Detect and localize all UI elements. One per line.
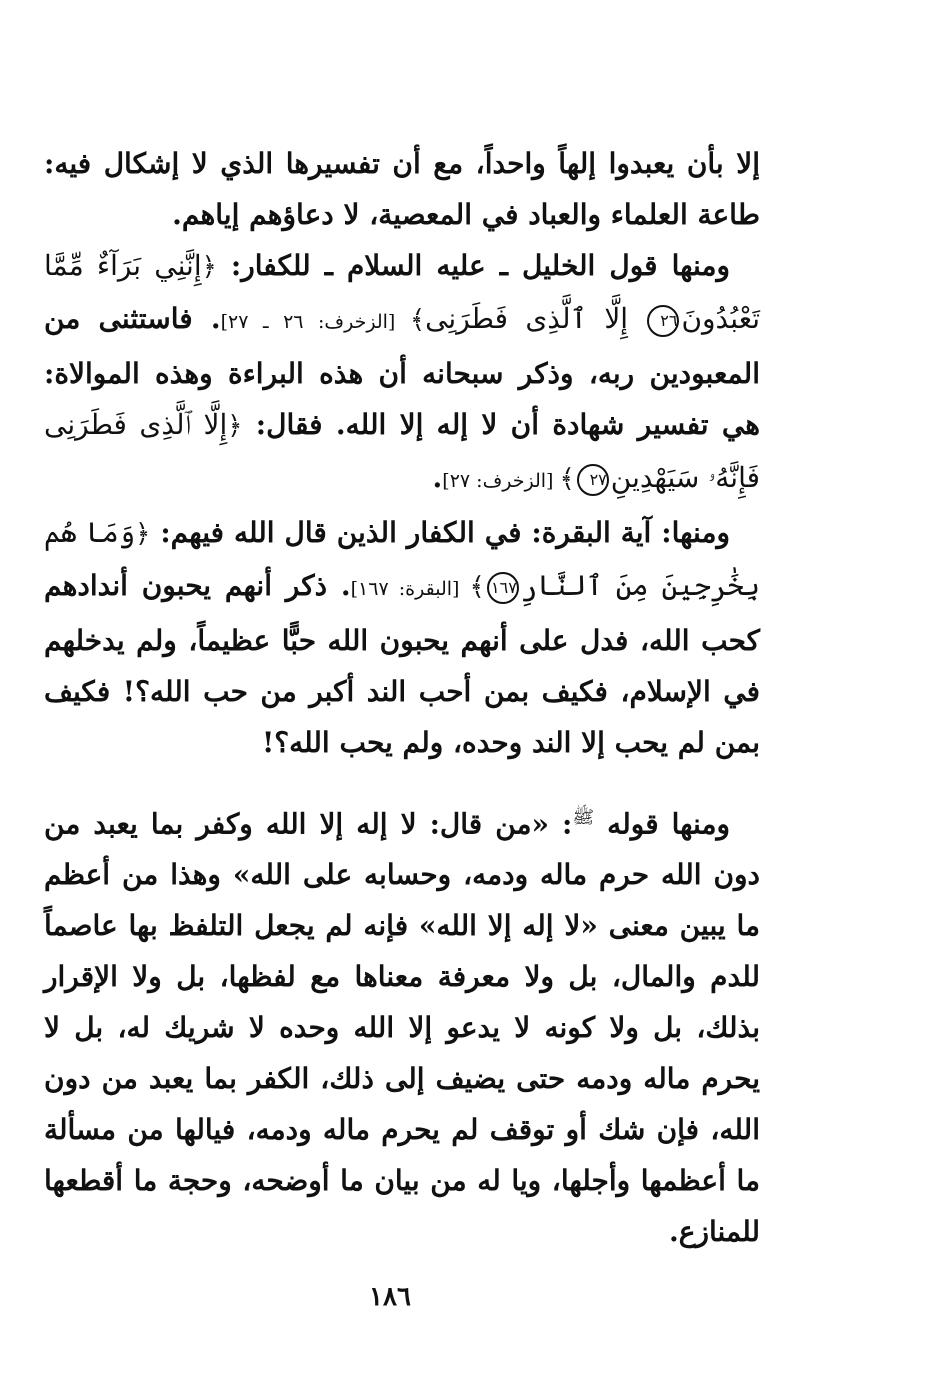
text-run: : «من قال: لا إله إلا الله وكفر بما يعبد من دون الله حرم ماله ودمه، وحسابه على الله» وهذا من أعظم ما يبين معنى «لا إله إلا الله» فإنه لم يجعل التلفظ بها عاصماً للدم والمال، بل ولا معرفة معناها مع لفظها، بل ولا الإقرار بذلك، بل ولا كونه لا يدعو إلا الله وحده لا شريك له، بل لا يحرم ماله ودمه حتى يضيف إلى ذلك، الكفر بما يعبد من دون الله، فإن شك أو توقف لم يحرم ماله ودمه، فيالها من مسألة ما أعظمها وأجلها، ويا له من بيان ما أوضحه، وحجة ما أقطعها للمنازع.: [44, 807, 760, 1249]
surah-reference: [البقرة: ١٦٧]: [350, 578, 470, 600]
paragraph-3: [44, 507, 760, 768]
text-run: . ذكر أنهم يحبون أندادهم كحب الله، فدل على أنهم يحبون الله حبًّا عظيماً، ولم يدخلهم في الإسلام، فكيف بمن أحب الند أكبر من حب الله؟! فكيف بمن لم يحب إلا الند وحده، ولم يحب الله؟!: [44, 569, 760, 759]
text-run: ومنها: آية البقرة: في الكفار الذين قال الله فيهم:: [150, 516, 731, 549]
text-run: ومنها قول الخليل ـ عليه السلام ـ للكفار:: [216, 249, 730, 282]
text-run: إلا بأن يعبدوا إلهاً واحداً، مع أن تفسيرها الذي لا إشكال فيه: طاعة العلماء والعباد في المعصية، لا دعاؤهم إياهم.: [44, 147, 760, 231]
quran-bracket: ﴾: [559, 464, 575, 494]
salutation-glyph: ﷺ: [572, 807, 595, 828]
verse-number-marker: ٢٧: [577, 464, 609, 496]
quran-bracket: ﴾: [469, 572, 485, 602]
text-run: .: [432, 461, 443, 494]
text-run: . فاستثنى من المعبودين ربه، وذكر سبحانه أن هذه البراءة وهذه الموالاة: هي تفسير شهادة أن لا إله إلا الله. فقال:: [44, 302, 760, 441]
quran-verse-text: إِلَّا ٱلَّذِى فَطَرَنِى: [425, 302, 646, 335]
verse-number-marker: ١٦٧: [487, 572, 519, 604]
quran-verse-text: إِنَّنِي بَرَآءٌ مِّمَّا تَعْبُدُونَ: [44, 249, 760, 335]
paragraph-1: [44, 138, 760, 240]
quran-bracket: ﴿: [227, 411, 243, 441]
quran-bracket: ﴾: [409, 305, 426, 335]
quran-bracket: ﴿: [135, 519, 151, 549]
surah-reference: [الزخرف: ٢٦ ـ ٢٧]: [220, 311, 410, 333]
paragraph-4: [44, 792, 760, 1257]
quran-bracket: ﴿: [201, 252, 217, 282]
surah-reference: [الزخرف: ٢٧]: [442, 470, 560, 492]
paragraph-2: [44, 240, 760, 507]
quran-verse-text: وَمَا هُم بِخَٰرِجِينَ مِنَ ٱلنَّارِ: [44, 516, 760, 602]
quran-verse-text: إِلَّا ٱلَّذِى فَطَرَنِى فَإِنَّهُۥ سَيَهْدِينِ: [44, 408, 760, 494]
verse-number-marker: ٢٦: [647, 305, 679, 337]
text-run: ومنها قوله: [594, 807, 731, 841]
body-text: [44, 138, 760, 1257]
page-number: ١٨٦: [369, 1282, 411, 1312]
